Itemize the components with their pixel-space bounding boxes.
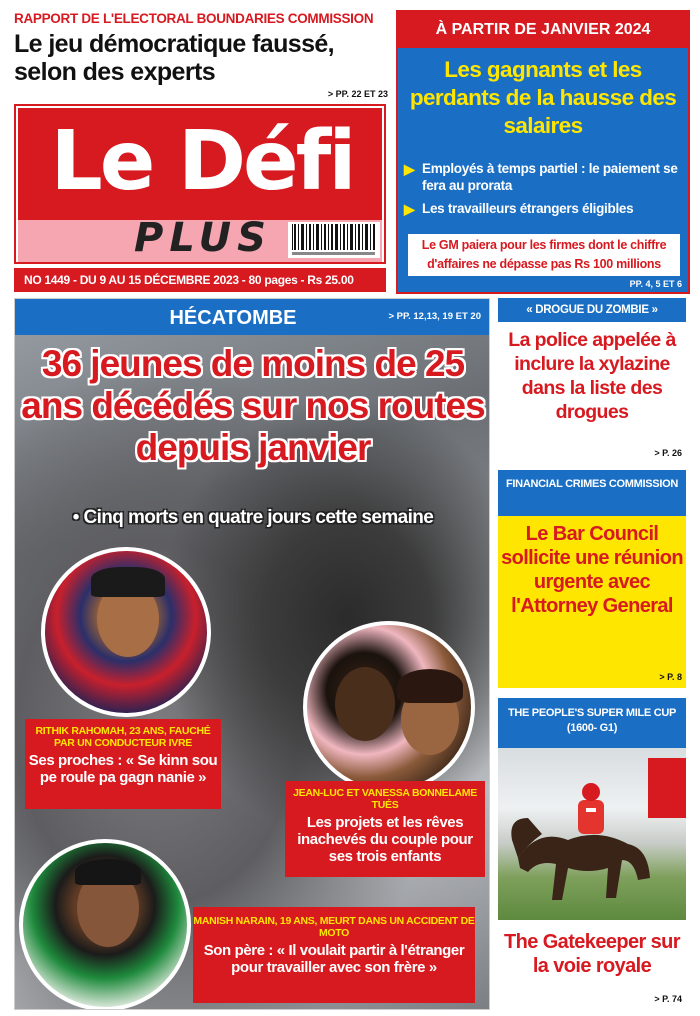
- right-story-header: FINANCIAL CRIMES COMMISSION: [498, 470, 686, 516]
- top-left-kicker: RAPPORT DE L'ELECTORAL BOUNDARIES COMMISSION: [14, 11, 374, 26]
- victim-caption: [285, 781, 485, 877]
- right-story-title: Le Bar Council sollicite une réunion urgente avec l'Attorney General: [501, 523, 683, 617]
- salary-box[interactable]: [396, 10, 690, 294]
- salary-bullet-text: Les travailleurs étrangers éligibles: [422, 201, 634, 216]
- right-story-title: La police appelée à inclure la xylazine dans la liste des drogues: [508, 329, 676, 423]
- horse-race-photo: [498, 748, 686, 920]
- victim-caption: [25, 719, 221, 809]
- right-story-page-ref: > P. 26: [654, 448, 682, 458]
- top-left-page-ref: > PP. 22 ET 23: [327, 89, 388, 99]
- right-story-zombie-drug[interactable]: [498, 298, 686, 462]
- caption-kicker: MANISH NARAIN, 19 ANS, MEURT DANS UN ACCIDENT DE MOTO: [193, 915, 475, 939]
- caption-kicker: JEAN-LUC ET VANESSA BONNELAME TUÉS: [293, 787, 477, 811]
- right-story-header: THE PEOPLE'S SUPER MILE CUP (1600- G1): [498, 698, 686, 748]
- salary-bullet: [404, 200, 684, 217]
- caption-text: Ses proches : « Se kinn sou pe roule pa gagn nanie »: [28, 752, 218, 786]
- masthead: [14, 104, 386, 264]
- issue-info-bar: NO 1449 - DU 9 AU 15 DÉCEMBRE 2023 - 80 pages - Rs 25.00: [14, 268, 386, 292]
- main-headline: 36 jeunes de moins de 25 ans décédés sur nos routes depuis janvier: [21, 343, 485, 468]
- portrait-photo: [19, 839, 191, 1010]
- main-page-ref: > PP. 12,13, 19 ET 20: [388, 311, 481, 322]
- barcode-icon: [288, 222, 380, 258]
- salary-box-page-ref: PP. 4, 5 ET 6: [629, 279, 682, 289]
- main-kicker: HÉCATOMBE: [169, 307, 297, 329]
- couple-photo: [303, 621, 475, 793]
- right-story-bar-council[interactable]: [498, 470, 686, 688]
- caption-text: Les projets et les rêves inachevés du couple pour ses trois enfants: [297, 814, 473, 865]
- salary-bullet: [404, 160, 684, 194]
- salary-box-header: À PARTIR DE JANVIER 2024: [398, 12, 688, 48]
- salary-bullet-text: Employés à temps partiel : le paiement se fera au prorata: [422, 161, 678, 193]
- triangle-arrow-icon: ▶: [404, 161, 415, 177]
- caption-text: Son père : « Il voulait partir à l'étranger pour travailler avec son frère »: [203, 942, 465, 976]
- masthead-logo: Le Défi: [50, 114, 354, 209]
- caption-kicker: RITHIK RAHOMAH, 23 ANS, FAUCHÉ PAR UN CONDUCTEUR IVRE: [35, 725, 211, 749]
- salary-box-title: Les gagnants et les perdants de la hausse des salaires: [409, 57, 677, 138]
- right-story-page-ref: > P. 74: [654, 994, 682, 1004]
- salary-box-subnote: Le GM paiera pour les firmes dont le chiffre d'affaires ne dépasse pas Rs 100 millions: [408, 234, 680, 276]
- victim-caption: [193, 907, 475, 1003]
- right-story-horse-race[interactable]: [498, 698, 686, 1010]
- triangle-arrow-icon: ▶: [404, 201, 415, 217]
- right-story-title: The Gatekeeper sur la voie royale: [504, 931, 680, 977]
- masthead-plus: PLUS: [134, 215, 272, 261]
- right-story-header: « DROGUE DU ZOMBIE »: [498, 298, 686, 322]
- main-subheadline: • Cinq morts en quatre jours cette semaine: [72, 507, 434, 528]
- main-feature[interactable]: [14, 298, 490, 1010]
- right-story-page-ref: > P. 8: [659, 672, 682, 682]
- portrait-photo: [41, 547, 211, 717]
- top-left-headline[interactable]: Le jeu démocratique faussé, selon des experts: [14, 30, 335, 86]
